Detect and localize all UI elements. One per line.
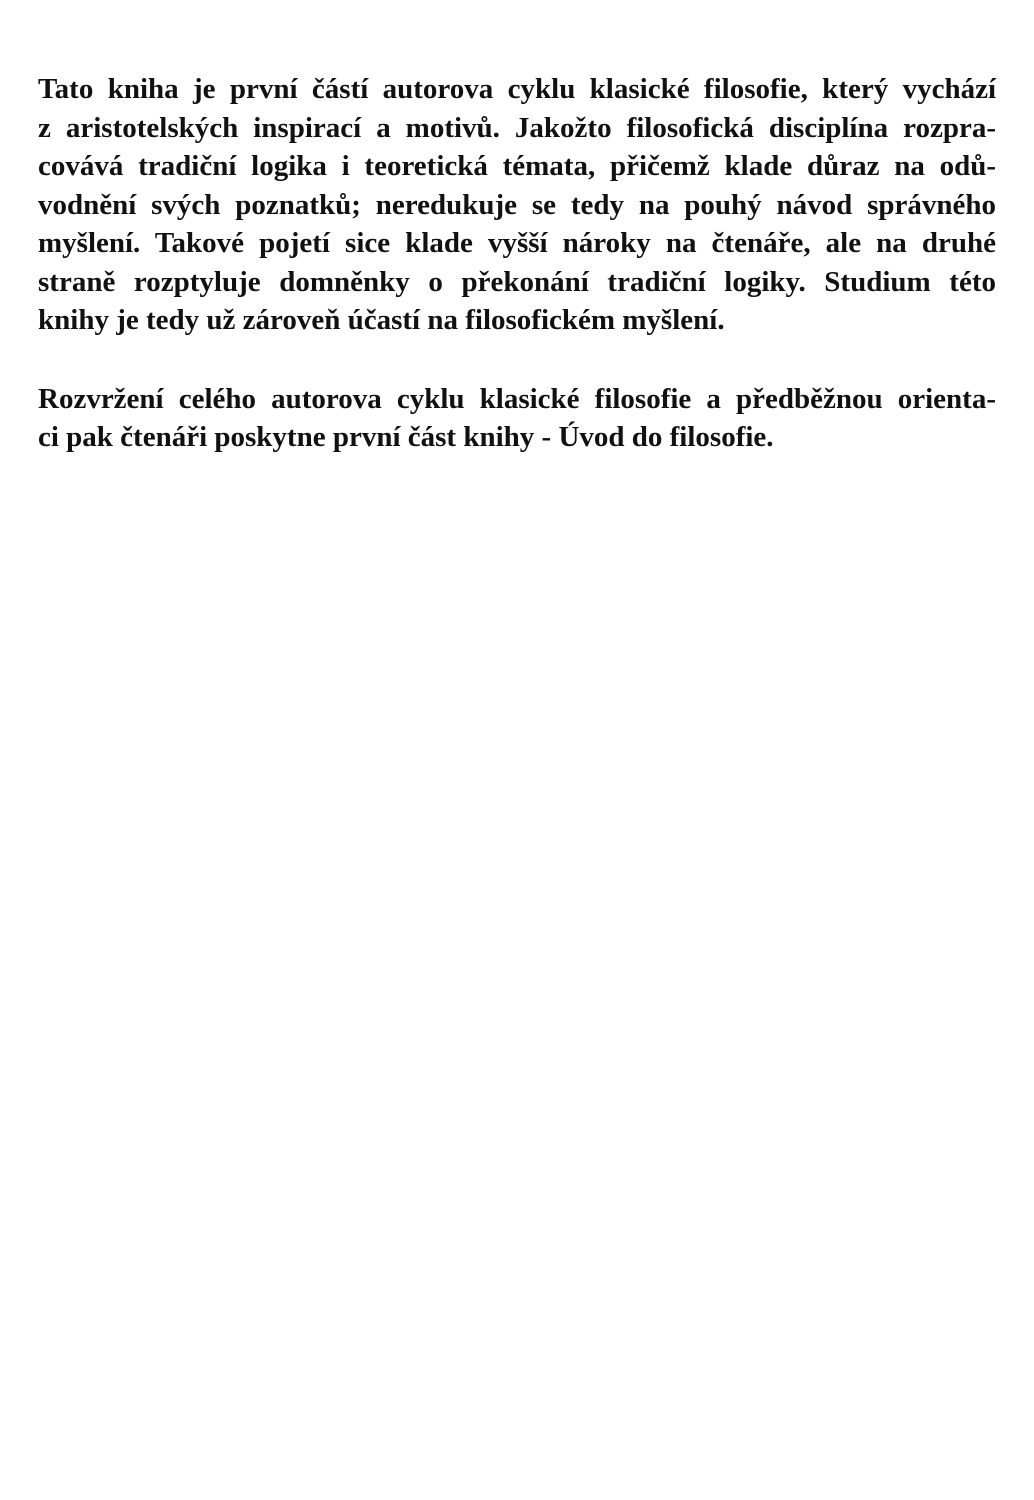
paragraph-2 (38, 380, 996, 457)
text-line: Tato kniha je první částí autorova cyklu klasické filosofie, který vychází (38, 73, 996, 105)
text-line: straně rozptyluje domněnky o překonání tradiční logiky. Studium této (38, 265, 996, 298)
text-line: covává tradiční logika i teoretická témata, přičemž klade důraz na odů- (38, 150, 996, 182)
text-line: ci pak čtenáři poskytne první část knihy - Úvod do filosofie. (38, 421, 774, 453)
document-text (38, 70, 996, 457)
text-line: knihy je tedy už zároveň účastí na filosofickém myšlení. (38, 304, 725, 336)
paragraph-1 (38, 70, 996, 340)
text-line: Rozvržení celého autorova cyklu klasické filosofie a předběžnou orienta- (38, 382, 996, 415)
text-line: myšlení. Takové pojetí sice klade vyšší nároky na čtenáře, ale na druhé (38, 227, 996, 259)
text-line: vodnění svých poznatků; neredukuje se tedy na pouhý návod správného (38, 188, 996, 221)
text-line: z aristotelských inspirací a motivů. Jakožto filosofická disciplína rozpra- (38, 111, 996, 144)
